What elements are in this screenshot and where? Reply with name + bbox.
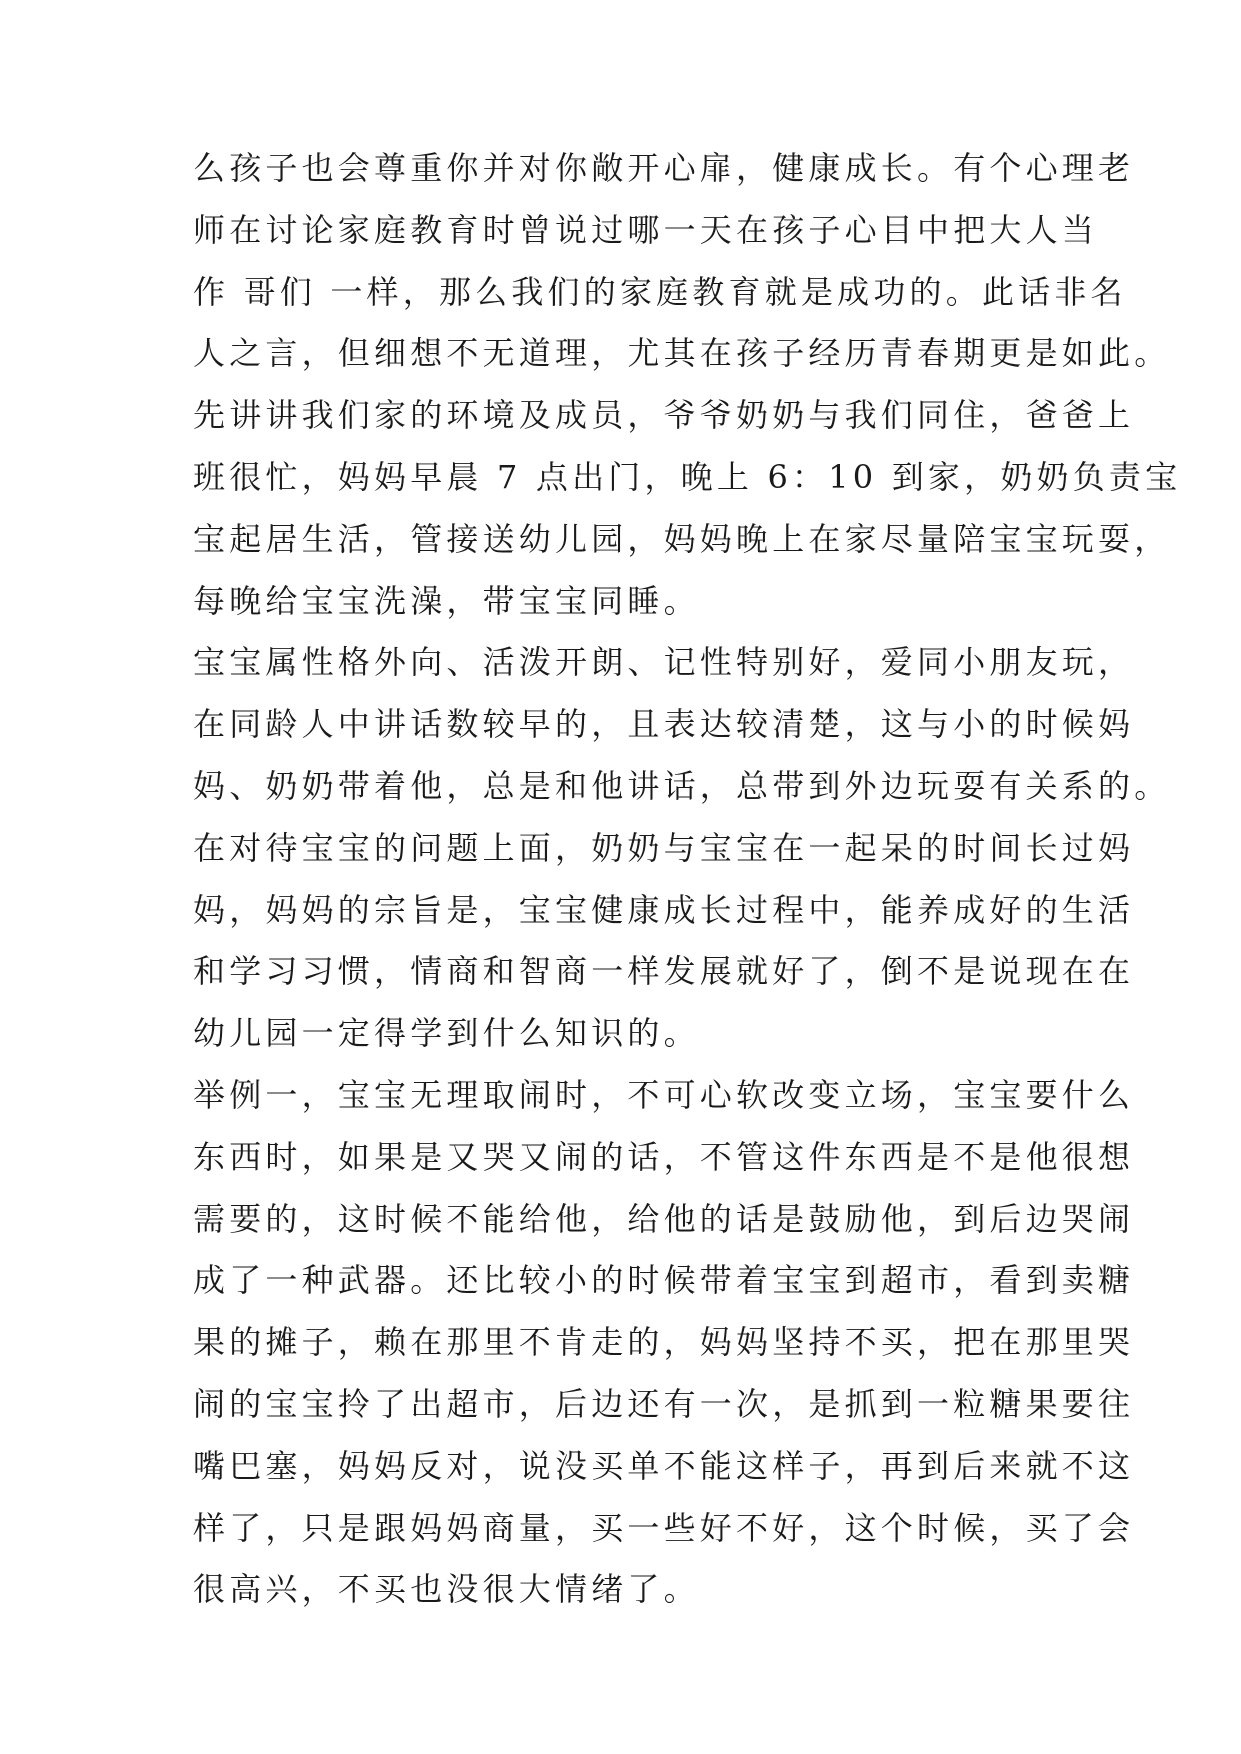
text-line: 妈、奶奶带着他，总是和他讲话，总带到外边玩耍有关系的。 bbox=[193, 766, 1171, 805]
text-line: 妈，妈妈的宗旨是，宝宝健康成长过程中，能养成好的生活 bbox=[193, 890, 1135, 929]
text-line: 师在讨论家庭教育时曾说过哪一天在孩子心目中把大人当 bbox=[193, 210, 1099, 249]
text-line: 举例一，宝宝无理取闹时，不可心软改变立场，宝宝要什么 bbox=[193, 1075, 1135, 1114]
text-line: 和学习习惯，情商和智商一样发展就好了，倒不是说现在在 bbox=[193, 952, 1135, 991]
text-line: 作 哥们 一样，那么我们的家庭教育就是成功的。此话非名 bbox=[193, 272, 1127, 311]
text-line: 在同龄人中讲话数较早的，且表达较清楚，这与小的时候妈 bbox=[193, 705, 1135, 744]
text-line: 成了一种武器。还比较小的时候带着宝宝到超市，看到卖糖 bbox=[193, 1261, 1135, 1300]
text-line: 人之言，但细想不无道理，尤其在孩子经历青春期更是如此。 bbox=[193, 334, 1171, 373]
text-line: 宝起居生活，管接送幼儿园，妈妈晚上在家尽量陪宝宝玩耍， bbox=[193, 519, 1171, 558]
text-line: 嘴巴塞，妈妈反对，说没买单不能这样子，再到后来就不这 bbox=[193, 1446, 1135, 1485]
text-line: 果的摊子，赖在那里不肯走的，妈妈坚持不买，把在那里哭 bbox=[193, 1323, 1135, 1362]
text-line: 班很忙，妈妈早晨 7 点出门，晚上 6：10 到家，奶奶负责宝 bbox=[193, 457, 1182, 496]
text-line: 幼儿园一定得学到什么知识的。 bbox=[193, 1014, 700, 1053]
text-line: 东西时，如果是又哭又闹的话，不管这件东西是不是他很想 bbox=[193, 1137, 1135, 1176]
text-line: 样了，只是跟妈妈商量，买一些好不好，这个时候，买了会 bbox=[193, 1508, 1135, 1547]
text-line: 先讲讲我们家的环境及成员，爷爷奶奶与我们同住，爸爸上 bbox=[193, 396, 1135, 435]
text-line: 需要的，这时候不能给他，给他的话是鼓励他，到后边哭闹 bbox=[193, 1199, 1135, 1238]
text-line: 么孩子也会尊重你并对你敞开心扉，健康成长。有个心理老 bbox=[193, 149, 1135, 187]
text-line: 闹的宝宝拎了出超市，后边还有一次，是抓到一粒糖果要往 bbox=[193, 1384, 1135, 1423]
body-text bbox=[193, 138, 1182, 1621]
text-line: 宝宝属性格外向、活泼开朗、记性特别好，爱同小朋友玩， bbox=[193, 643, 1135, 682]
text-line: 在对待宝宝的问题上面，奶奶与宝宝在一起呆的时间长过妈 bbox=[193, 828, 1135, 867]
text-line: 很高兴，不买也没很大情绪了。 bbox=[193, 1570, 700, 1609]
text-line: 每晚给宝宝洗澡，带宝宝同睡。 bbox=[193, 581, 700, 620]
